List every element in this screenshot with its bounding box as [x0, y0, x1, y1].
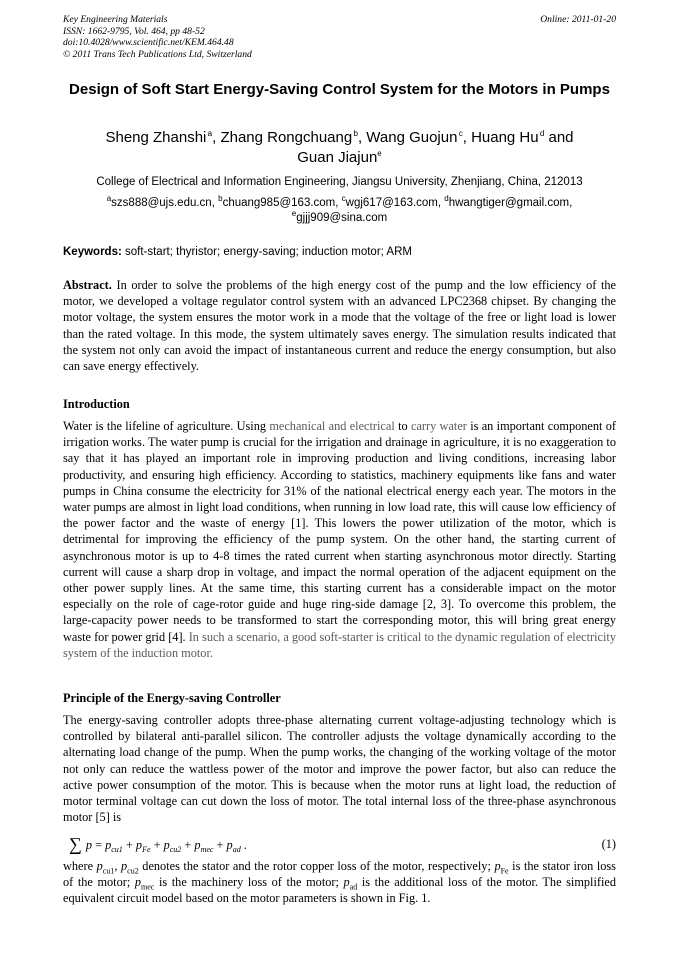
eq-lhs: p — [85, 838, 92, 852]
keywords-label: Keywords: — [63, 246, 122, 258]
email-list: $^a$szs888@ujs.edu.cn, $^b$chuang985@163.com, $^c$wgj617@163.com, $^d$hwangtiger@gmail.com, $^e$gjjj909@sina.com — [106, 194, 573, 224]
abstract — [63, 277, 616, 374]
journal-issn: ISSN: 1662-9795, Vol. 464, pp 48-52 — [63, 25, 205, 37]
author-mark: e — [377, 148, 382, 158]
eq-term: p — [135, 838, 143, 852]
journal-doi: doi:10.4028/www.scientific.net/KEM.464.48 — [63, 37, 234, 49]
journal-copyright: © 2011 Trans Tech Publications Ltd, Switzerland — [63, 48, 252, 60]
eq-end: . — [240, 838, 247, 852]
email-mark: a — [106, 194, 112, 204]
author-separator: , — [357, 129, 367, 146]
eq-plus: + — [150, 838, 164, 852]
eq-term: p — [163, 838, 170, 852]
author-name: Wang Guojun — [366, 129, 458, 146]
paper-title: Design of Soft Start Energy-Saving Control System for the Motors in Pumps — [69, 81, 610, 98]
intro-gray-text: In such a scenario, a good soft-starter is critical to the dynamic regulation of electricity system of the induction motor. — [63, 629, 616, 660]
var-sub: Fe — [500, 866, 509, 876]
author-mark: a — [207, 129, 213, 138]
text: is the stator iron loss of the motor; — [63, 859, 616, 890]
section-heading-introduction: Introduction — [63, 397, 130, 411]
email-mark: e — [291, 208, 297, 218]
var-sub: cu2 — [127, 866, 139, 876]
var-sub: mec — [141, 882, 155, 892]
author-list — [63, 128, 616, 167]
eq-term: p — [105, 838, 112, 852]
var-sub: cu1 — [102, 866, 115, 876]
eq-subscript: ad — [232, 845, 241, 854]
email-mark: d — [444, 194, 449, 204]
eq-subscript: Fe — [142, 845, 151, 854]
introduction-paragraph — [63, 418, 616, 661]
email-address: szs888@ujs.edu.cn — [111, 197, 212, 209]
intro-gray-text: carry water — [410, 419, 467, 433]
keywords-text: soft-start; thyristor; energy-saving; induction motor; ARM — [125, 246, 412, 258]
author-name: Huang Hu — [471, 129, 539, 146]
eq-subscript: cu2 — [169, 845, 182, 854]
keywords — [63, 245, 616, 260]
author-name: Guan Jiajun — [297, 148, 378, 166]
text: , — [114, 859, 121, 873]
var: p — [343, 875, 350, 890]
section-heading-principle: Principle of the Energy-saving Controller — [63, 691, 281, 705]
email-address: chuang985@163.com — [222, 197, 336, 209]
author-mark: b — [353, 129, 358, 138]
email-address: gjjj909@sina.com — [296, 211, 388, 224]
affiliation: College of Electrical and Information Engineering, Jiangsu University, Zhenjiang, China, 212013 — [96, 176, 583, 188]
intro-text: to — [394, 419, 411, 433]
text: where — [63, 859, 97, 873]
author-name: Sheng Zhanshi — [105, 129, 207, 146]
author-mark: c — [458, 129, 463, 138]
principle-paragraph: The energy-saving controller adopts three-phase alternating current voltage-adjusting technology which is controlled by bilateral anti-parallel silicon. The controller adjusts the voltage dynamically according to the alternating load change of the pump. When the pump works, the changing of the working voltage of the motor not only can reduce the wattless power of the motor and improve the power factor, but also can reduce the active power consumption of the motor. This is because when the motor runs at light load, the reduction of motor terminal voltage can cut down the loss of motor. The total internal loss of the three-phase asynchronous motor [5] is — [63, 713, 616, 825]
journal-name: Key Engineering Materials — [63, 14, 168, 25]
email-address: wgj617@163.com — [345, 197, 438, 209]
equation-number: (1) — [601, 837, 616, 851]
online-date: Online: 2011-01-20 — [540, 14, 616, 25]
var: p — [134, 875, 142, 890]
intro-text: Water is the lifeline of agriculture. Using — [63, 419, 270, 433]
text: is the additional loss of the motor. The simplified equivalent circuit model based on the motor parameters is shown in Fig. 1. — [63, 875, 617, 906]
author-mark: d — [539, 129, 545, 138]
abstract-label: Abstract. — [63, 278, 112, 292]
equation-body — [69, 833, 247, 861]
eq-plus: + — [213, 838, 227, 852]
eq-equals: = — [92, 838, 106, 852]
equation-explanation — [63, 858, 616, 907]
text: is the machinery loss of the motor; — [154, 875, 344, 890]
author-and: and — [544, 129, 574, 146]
equation-1 — [63, 833, 616, 857]
eq-plus: + — [181, 838, 195, 852]
text: denotes the stator and the rotor copper loss of the motor, respectively; — [138, 859, 495, 873]
intro-text: is an important component of irrigation works. The water pump is crucial for the irrigation and drainage in agriculture, it is no exaggeration to say that it has played an important role in improving production and living conditions, increasing labor productivity, and ensuring high efficiency. According to statistics, machinery equipments like fans and water pumps in China consume the electricity for 31% of the national electrical energy each year. The motors in the water pumps are almost in light load conditions, when running in low load rate, this will cause low efficiency of the power factor and the waste of energy [1]. This lowers the power utilization of the motor, which is detrimental for improving the efficiency of the pump system. On the other hand, the starting current of asynchronous motor is up to 4-8 times the rated current when starting asynchronous motor directly. Starting current will cause a sharp drop in voltage, and impact the normal operation of the adjacent equipment on the other power supply lines. At the same time, this starting current has a considerable impact on the motor especially on the role of cage-rotor guide and huge ring-side damage [2, 3]. To overcome this problem, the large-capacity power needs to be transformed to start the corresponding motor, this will bring great energy waste for power grid [4]. — [63, 419, 616, 644]
var: p — [96, 859, 103, 873]
email-mark: c — [341, 194, 346, 204]
eq-plus: + — [122, 838, 136, 852]
author-name: Zhang Rongchuang — [220, 129, 353, 146]
abstract-text: In order to solve the problems of the high energy cost of the pump and the low efficiency of the motor, we developed a voltage regulator control system with an advanced LPC2368 chipset. By changing the motor voltage, the system ensures the motor work in a mode that the voltage of the free or light load is lower than the rated voltage. In this mode, the system ultimately saves energy. The simulation results indicated that the system not only can avoid the impact of instantaneous current and reduce the energy consumption, but also can save energy effectively. — [63, 278, 616, 374]
eq-term: p — [226, 838, 233, 852]
intro-gray-text: mechanical and electrical — [269, 419, 395, 433]
sum-symbol: ∑ — [69, 834, 82, 854]
var-sub: ad — [349, 882, 358, 892]
eq-term: p — [194, 838, 201, 852]
eq-subscript: mec — [200, 845, 214, 854]
var: p — [121, 859, 128, 873]
email-address: hwangtiger@gmail.com — [448, 197, 570, 209]
journal-header — [63, 14, 616, 60]
var: p — [494, 859, 501, 873]
author-separator: , — [212, 129, 221, 146]
author-separator: , — [462, 129, 472, 146]
eq-subscript: cu1 — [111, 845, 123, 854]
email-mark: b — [218, 194, 223, 204]
